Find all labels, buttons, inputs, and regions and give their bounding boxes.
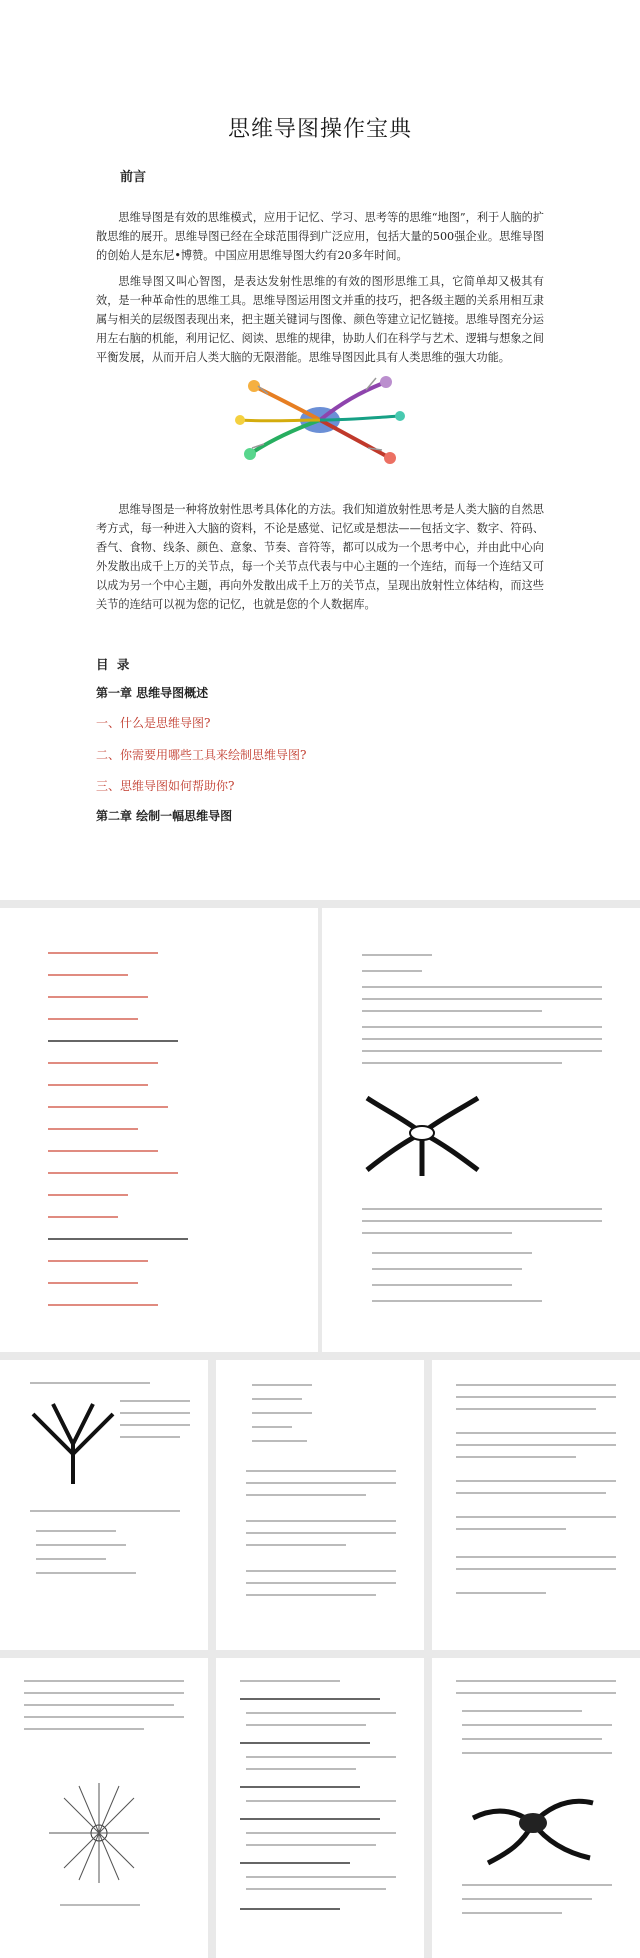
document-page-4-thumbnail [0, 1360, 208, 1650]
document-title: 思维导图操作宝典 [227, 117, 412, 142]
document-page-7-thumbnail [0, 1658, 208, 1958]
document-page-9-thumbnail [432, 1658, 640, 1958]
ink-mind-map-illustration [468, 1778, 598, 1868]
preface-paragraph-2: 思维导图又叫心智图，是表达发射性思维的有效的图形思维工具，它简单却又极其有效，是一种革命性的思维工具。思维导图运用图文并重的技巧，把各级主题的关系用相互隶属与相关的层级图表现出来，把主题关键词与图像、颜色等建立记忆链接。思维导图充分运用左右脑的机能，利用记忆、阅读、思维的规律，协助人们在科学与艺术、逻辑与想象之间平衡发展，从而开启人类大脑的无限潜能。思维导图因此具有人类思维的强大功能。 [96, 275, 544, 364]
toc-item-1[interactable]: 一、什么是思维导图? [96, 716, 211, 730]
toc-item-2[interactable]: 二、你需要用哪些工具来绘制思维导图? [96, 748, 307, 762]
document-page-3-thumbnail [322, 908, 640, 1352]
document-page-1 [0, 0, 640, 900]
document-page-5-thumbnail [216, 1360, 424, 1650]
branch-diagram-illustration [28, 1394, 118, 1490]
preface-paragraph-3: 思维导图是一种将放射性思考具体化的方法。我们知道放射性思考是人类大脑的自然思考方式，每一种进入大脑的资料，不论是感觉、记忆或是想法——包括文字、数字、符码、香气、食物、线条、颜色、意象、节奏、音符等，都可以成为一个思考中心，并由此中心向外发散出成千上万的关节点，每一个关节点代表与中心主题的一个连结，而每一个连结又可以成为另一个中心主题，再向外发散出成千上万的关节点，呈现出放射性立体结构，而这些关节的连结可以视为您的记忆，也就是您的个人数据库。 [96, 503, 544, 611]
mind-map-illustration [228, 368, 412, 472]
document-page-6-thumbnail [432, 1360, 640, 1650]
toc-chapter-1[interactable]: 第一章 思维导图概述 [96, 686, 209, 700]
toc-item-3[interactable]: 三、思维导图如何帮助你? [96, 779, 235, 793]
preface-heading: 前言 [120, 170, 147, 185]
radial-diagram-illustration [44, 1778, 154, 1888]
preface-paragraph-1: 思维导图是有效的思维模式，应用于记忆、学习、思考等的思维“地图”，利于人脑的扩散思维的展开。思维导图已经在全球范围得到广泛应用，包括大量的500强企业。思维导图的创始人是东尼•博赞。中国应用思维导图大约有20多年时间。 [96, 211, 544, 262]
document-page-8-thumbnail [216, 1658, 424, 1958]
document-page-2-thumbnail [0, 908, 318, 1352]
tree-diagram-illustration [362, 1088, 482, 1178]
toc-chapter-2[interactable]: 第二章 绘制一幅思维导图 [96, 809, 233, 823]
toc-heading: 目 录 [96, 657, 132, 672]
